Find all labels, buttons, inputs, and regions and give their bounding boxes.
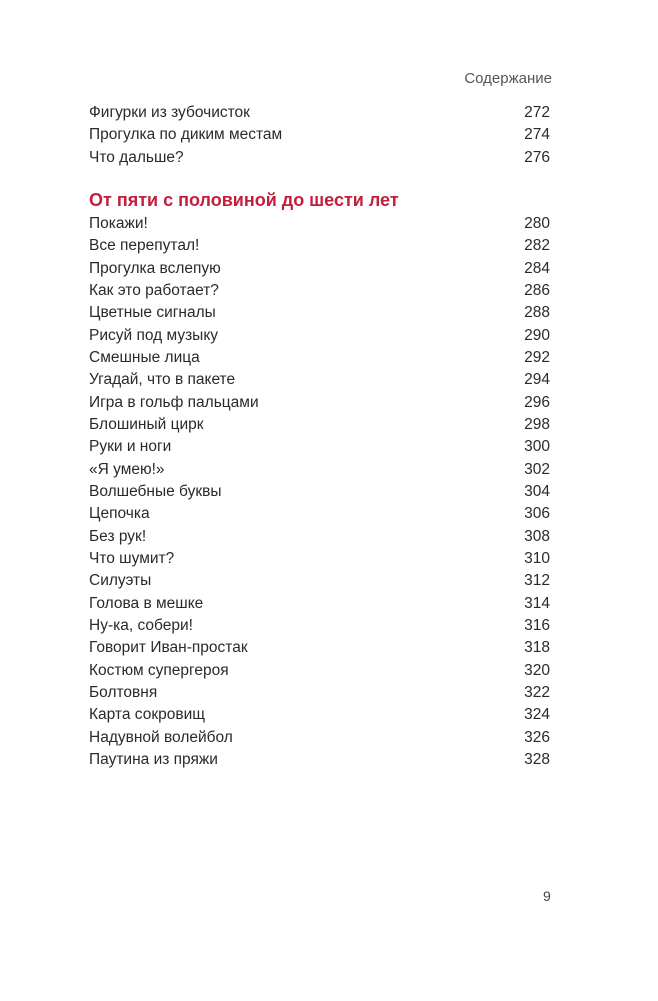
entry-page: 282 [524, 237, 550, 255]
entry-title: Голова в мешке [89, 594, 204, 612]
entry-title: Рисуй под музыку [89, 326, 219, 344]
section-heading: От пяти с половиной до шести лет [89, 189, 399, 210]
entry-page: 292 [524, 348, 550, 366]
entry-page: 274 [524, 126, 550, 144]
entry-title: Фигурки из зубочисток [89, 104, 250, 121]
toc-entry [89, 436, 550, 458]
toc-entry [89, 570, 550, 592]
toc-entry [89, 749, 550, 771]
toc-entry [89, 369, 550, 391]
entry-page: 314 [524, 594, 550, 612]
entry-page: 298 [524, 415, 550, 433]
entry-title: Как это работает? [89, 281, 219, 299]
toc-entry [89, 347, 550, 369]
toc-entry [89, 280, 550, 302]
toc-entry [89, 727, 550, 749]
toc-entry [89, 147, 550, 169]
entry-title: Цепочка [89, 505, 150, 523]
toc-entry [89, 548, 550, 570]
entry-page: 312 [524, 572, 550, 590]
entry-title: Волшебные буквы [89, 482, 222, 500]
entry-title: Силуэты [89, 572, 152, 590]
entry-page: 308 [524, 527, 550, 545]
entry-title: Что шумит? [89, 549, 175, 567]
toc-entry [89, 526, 550, 548]
entry-title: Цветные сигналы [89, 304, 216, 322]
entry-title: Руки и ноги [89, 438, 172, 456]
entry-page: 324 [524, 706, 550, 724]
entry-page: 304 [524, 482, 550, 500]
entry-page: 276 [524, 148, 550, 166]
entry-page: 316 [524, 616, 550, 634]
entry-title: Блошиный цирк [89, 415, 204, 433]
toc-entry [89, 637, 550, 659]
table-of-contents [89, 102, 550, 771]
toc-entry [89, 325, 550, 347]
entry-page: 290 [524, 326, 550, 344]
toc-entry [89, 213, 550, 235]
entry-page: 306 [524, 505, 550, 523]
entry-page: 328 [524, 750, 550, 768]
toc-entry [89, 235, 550, 257]
toc-entry [89, 704, 550, 726]
toc-entry [89, 503, 550, 525]
entry-page: 284 [524, 259, 550, 277]
toc-entry [89, 414, 550, 436]
toc-entry [89, 124, 550, 146]
toc-entry [89, 459, 550, 481]
entry-title: Смешные лица [89, 348, 200, 366]
entry-title: Угадай, что в пакете [89, 371, 236, 389]
entry-title: Говорит Иван-простак [89, 639, 248, 657]
entry-page: 318 [524, 639, 550, 657]
toc-entries-section [89, 213, 550, 771]
toc-entry [89, 593, 550, 615]
entry-title: Ну-ка, собери! [89, 616, 193, 634]
entry-title: Игра в гольф пальцами [89, 393, 259, 411]
entry-title: Без рук! [89, 527, 147, 545]
entry-title: Карта сокровищ [89, 706, 205, 724]
entry-title: Костюм супергероя [89, 661, 229, 679]
toc-entry [89, 392, 550, 414]
entry-page: 302 [524, 460, 550, 478]
entry-page: 322 [524, 683, 550, 701]
entry-title: «Я умею!» [89, 460, 165, 478]
entry-title: Покажи! [89, 214, 148, 232]
entry-page: 286 [524, 281, 550, 299]
entry-page: 288 [524, 304, 550, 322]
entry-page: 296 [524, 393, 550, 411]
entry-title: Все перепутал! [89, 237, 200, 255]
entry-page: 326 [524, 728, 550, 746]
entry-title: Прогулка по диким местам [89, 126, 283, 144]
entry-page: 280 [524, 214, 550, 232]
toc-entry [89, 615, 550, 637]
toc-entry [89, 302, 550, 324]
running-header: Содержание [464, 70, 552, 87]
entry-page: 320 [524, 661, 550, 679]
entry-title: Паутина из пряжи [89, 750, 218, 768]
toc-entry [89, 258, 550, 280]
toc-entry [89, 660, 550, 682]
toc-entries-before [89, 102, 550, 169]
entry-page: 300 [524, 438, 550, 456]
entry-title: Прогулка вслепую [89, 259, 221, 277]
entry-page: 294 [524, 371, 550, 389]
entry-title: Надувной волейбол [89, 728, 233, 746]
entry-title: Что дальше? [89, 148, 184, 166]
toc-entry [89, 682, 550, 704]
toc-entry [89, 481, 550, 503]
entry-page: 272 [524, 104, 550, 121]
page-number: 9 [543, 888, 551, 904]
toc-entry [89, 102, 550, 124]
entry-page: 310 [524, 549, 550, 567]
entry-title: Болтовня [89, 683, 158, 701]
